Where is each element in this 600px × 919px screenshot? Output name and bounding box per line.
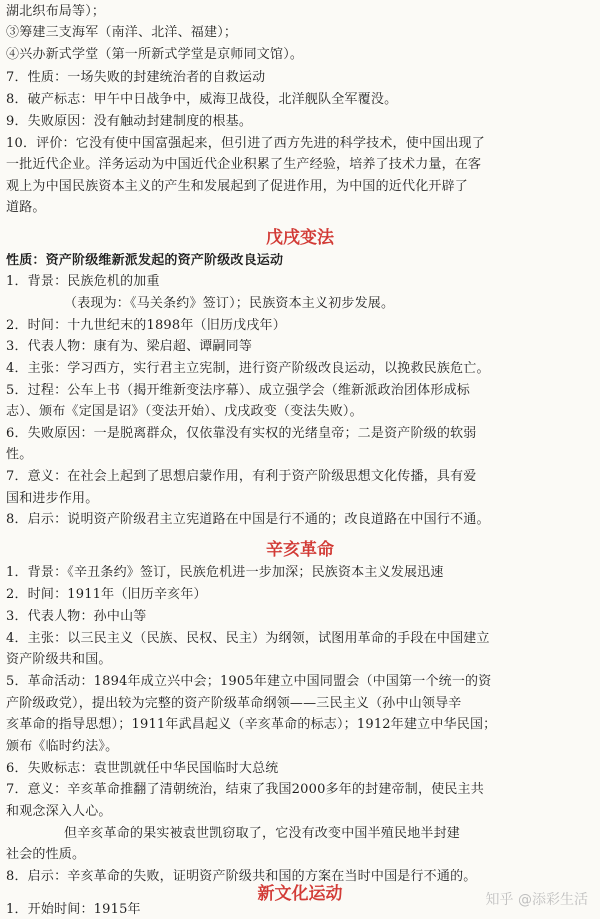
watermark: 知乎 @添彩生活 bbox=[485, 892, 588, 908]
text-line: ③筹建三支海军（南洋、北洋、福建）； bbox=[6, 25, 238, 40]
text-line: 性质：资产阶级维新派发起的资产阶级改良运动 bbox=[6, 253, 284, 268]
text-line: 4．主张：学习西方，实行君主立宪制，进行资产阶级改良运动，以挽救民族危亡。 bbox=[6, 361, 490, 376]
text-line: 志）、颁布《定国是诏》（变法开始）、戊戌政变（变法失败）。 bbox=[6, 404, 363, 419]
text-line: 道路。 bbox=[6, 200, 46, 215]
text-line: 7．意义：在社会上起到了思想启蒙作用，有利于资产阶级思想文化传播，具有爱 bbox=[6, 469, 477, 484]
text-line: （表现为：《马关条约》签订）；民族资本主义初步发展。 bbox=[64, 296, 395, 311]
text-line: 社会的性质。 bbox=[6, 847, 86, 862]
text-line: 3．代表人物：康有为、梁启超、谭嗣同等 bbox=[6, 339, 253, 354]
text-line: 2．时间：十九世纪末的1898年（旧历戊戌年） bbox=[6, 318, 286, 333]
text-line: 湖北织布局等）； bbox=[6, 4, 106, 19]
text-line: 4．主张：以三民主义（民族、民权、民主）为纲领，试图用革命的手段在中国建立 bbox=[6, 631, 490, 646]
text-line: 国和进步作用。 bbox=[6, 491, 99, 506]
text-line: 但辛亥革命的果实被袁世凯窃取了，它没有改变中国半殖民地半封建 bbox=[64, 826, 461, 841]
text-line: 5．革命活动：1894年成立兴中会；1905年建立中国同盟会（中国第一个统一的资 bbox=[6, 674, 492, 689]
text-line: 1．背景：《辛丑条约》签订，民族危机进一步加深；民族资本主义发展迅速 bbox=[6, 565, 444, 580]
text-line: 6．失败标志：袁世凯就任中华民国临时大总统 bbox=[6, 761, 279, 776]
text-line: 3．代表人物：孙中山等 bbox=[6, 609, 147, 624]
text-line: 8．破产标志：甲午中日战争中，威海卫战役，北洋舰队全军覆没。 bbox=[6, 92, 398, 107]
text-line: 1．开始时间：1915年 bbox=[6, 902, 141, 917]
text-line: 产阶级政党），提出较为完整的资产阶级革命纲领——三民主义（孙中山领导辛 bbox=[6, 696, 462, 711]
text-line: 1．背景：民族危机的加重 bbox=[6, 274, 160, 289]
text-line: 9．失败原因：没有触动封建制度的根基。 bbox=[6, 114, 253, 129]
text-line: 颁布《临时约法》。 bbox=[6, 739, 119, 754]
text-line: 10．评价：它没有使中国富强起来，但引进了西方先进的科学技术，使中国出现了 bbox=[6, 136, 485, 151]
text-line: 性。 bbox=[6, 447, 33, 462]
text-line: 6．失败原因：一是脱离群众，仅依靠没有实权的光绪皇帝；二是资产阶级的软弱 bbox=[6, 426, 477, 441]
text-line: 7．意义：辛亥革命推翻了清朝统治，结束了我国2000多年的封建帝制，使民主共 bbox=[6, 782, 484, 797]
text-line: 一批近代企业。洋务运动为中国近代企业积累了生产经验，培养了技术力量，在客 bbox=[6, 157, 482, 172]
text-line: 8．启示：辛亥革命的失败，证明资产阶级共和国的方案在当时中国是行不通的。 bbox=[6, 869, 477, 884]
text-line: 2．时间：1911年（旧历辛亥年） bbox=[6, 587, 207, 602]
text-line: 和观念深入人心。 bbox=[6, 804, 112, 819]
text-line: 亥革命的指导思想）；1911年武昌起义（辛亥革命的标志）；1912年建立中华民国； bbox=[6, 717, 497, 732]
section-title-wuxu: 戊戌变法 bbox=[266, 228, 334, 248]
text-line: 5．过程：公车上书（揭开维新变法序幕）、成立强学会（维新派政治团体形成标 bbox=[6, 383, 470, 398]
text-line: 观上为中国民族资本主义的产生和发展起到了促进作用，为中国的近代化开辟了 bbox=[6, 179, 469, 194]
text-line: 资产阶级共和国。 bbox=[6, 652, 112, 667]
text-line: 7．性质：一场失败的封建统治者的自救运动 bbox=[6, 70, 266, 85]
text-line: 8．启示：说明资产阶级君主立宪道路在中国是行不通的；改良道路在中国行不通。 bbox=[6, 512, 490, 527]
section-title-xinhai: 辛亥革命 bbox=[266, 540, 334, 560]
section-title-xinwenhua: 新文化运动 bbox=[257, 884, 343, 904]
text-line: ④兴办新式学堂（第一所新式学堂是京师同文馆）。 bbox=[6, 47, 304, 62]
